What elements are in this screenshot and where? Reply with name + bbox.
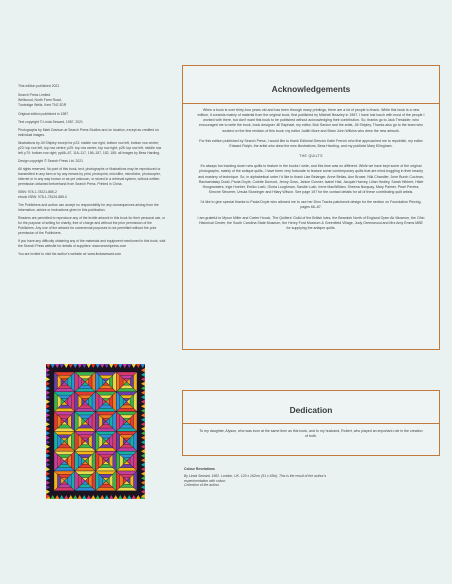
isbn-ebook: ebook ISBN: 978-1-78126-885-0 [18,194,68,199]
acknowledgements-divider [183,103,439,104]
quilts-subheading: THE QUILTS [299,154,323,159]
dedication-divider [183,423,439,424]
quilt-caption [184,467,334,488]
text-copyright-line: Text copyright © Linda Seward, 1987, 2021 [18,119,83,124]
acknowledgements-title: Acknowledgements [271,84,351,94]
isbn-print: ISBN: 978-1-78221-885-2 [18,189,57,194]
illustration-credit: Illustrations by Jill Shipley except for p23: middle row right, bottom row left, bottom row centre; p23: top row left, top row centre; p25: top row centre, top row right; p28: top row left, middle row left; p70: bottom row right; pp66–67, 116–117, 156–157, 182, 185: all images by Bess Harding. [18,140,162,155]
acknowledgements-panel [182,65,440,350]
caption-description: By Linda Seward, 1982. London, UK. 129 x 162cm (51 x 63in). This is the result of the author’s experimentation with colour. [184,473,327,483]
copyright-column [18,84,166,260]
liability-notice: The Publishers and author can accept no responsibility for any consequences arising from the information, advice or instructions given in this publication. [18,203,159,213]
photography-credit: Photographs by Mark Davison at Search Press Studios and on location, except as credited on individual images. [18,127,159,137]
dedication-text: To my daughter, Alyson, who was born at the same time as this book, and to my husband, Robert, who played an important role in the creation of both. [199,429,423,439]
design-copyright: Design copyright © Search Press Ltd. 2021 [18,158,84,163]
acknowledgements-body [197,108,425,236]
rights-notice: All rights reserved. No part of this book, text, photographs or illustrations may be reproduced or transmitted in any form or by any means by print, photoprint, microfilm, microfiche, photocopier, internet or in any way known or as yet unknown, or stored in a retrieval system, without written permission obtained beforehand from Search Press. Printed in China. [18,166,161,186]
ack-paragraph-4: I’d like to give special thanks to Paula Doyle who allowed me to use her Dino Tracks patchwork design for the section on Foundation Piecing, pages 66–67. [200,200,422,210]
quilt-photo [46,364,145,499]
suppliers-notice: If you have any difficulty obtaining any of the materials and equipment mentioned in this book, visit the Search Press website for details of suppliers: www.searchpress.com [18,239,166,249]
publisher-town: Tunbridge Wells, Kent TN2 3DR [18,102,67,107]
ack-paragraph-2: For this edition published by Search Press, I would like to thank Editorial Director Katie French who first approached me to republish, my editor Edward Ralph, the artist who drew the new illustrations, Bess Harding, and my publicist Mary Ellingham. [199,138,423,148]
author-website-line: You are invited to visit the author’s website at: www.lindaseward.com [18,252,122,257]
dedication-panel [182,390,440,456]
ack-paragraph-1: When a book is over thirty-four years old and has been through many printings, there are a lot of people to thank. While this book is a new edition, it consists mainly of material from the original book, first published by Mitchell Beazley in 1987. I have lost touch with most of the people I worked with there, but don’t want this book to be published without acknowledging their contribution. So, thanks go to Jack Tresidder, who encouraged me to write the book, book designer Jill Raphael, my editor, Bob Saxton and the artist, Jill Shipley. Thanks also go to the team who worked on the first revision of this book: my editor Judith More and Brian John Wilkins who drew the new artwork. [197,108,425,133]
caption-title: Colour Revelations [184,467,215,471]
ack-paragraph-5: I am grateful to Myron Miller and Carter Houck, The Quilters’ Guild of the British Isles, the Beamish North of England Open Air Museum, the Ohio Historical Center, the South Carolina State Museum, the Henry Ford Museum & Greenfield Village, Judy Greenwood and Mrs Amy Emms MBE for supplying the antique quilts. [197,215,425,230]
publisher-name: Search Press Limited [18,92,51,97]
edition-line: This edition published 2021 [18,84,60,88]
ack-paragraph-3: It’s always fun tracking down new quilts to feature in the books I write, and this time was no different. While we have kept some of the original photographs, mainly of the antique quilts, I have been very fortunate to feature some contemporary quilts that are mind-boggling in their beauty and mastery of technique. So, in alphabetical order I’d like to thank Lise Belanger, Anne Bellas, Ann Bruser, Niki Chandler, June Burch Cochran, Rachaeldaisy Dodd, Paula Doyle, Colette Dumont, Jenny Goss, Janice Gunner, Isabel Hall, Jacquie Harvey, Lilian Hedley, Sarah Hibbert, Hilde Hoogewaters, Inge Hueber, Emiko Loeb, Gloria Loughman, Sandie Lush, Irene MacWilliam, Sheena Norquay, Mary Palmer, Pearl Pereira, Simone Steuerer, Ursula Sturzinger and Hilary Wilson. See page 197 for the contact details for all of these contributing quilt artists. [198,164,424,195]
reproduction-permission: Readers are permitted to reproduce any of the textile artwork in this book for their personal use, or for the purpose of selling for charity, free of charge and without the prior permission of the Publishers. Any use of the artwork for commercial purposes is not permitted without the prior permission of the Publishers. [18,216,166,236]
caption-collection: Collection of the author. [184,483,220,488]
original-edition-line: Original edition published in 1987 [18,111,69,116]
publisher-street: Wellwood, North Farm Road, [18,97,62,102]
quilt-image [46,364,145,499]
dedication-title: Dedication [289,405,333,415]
